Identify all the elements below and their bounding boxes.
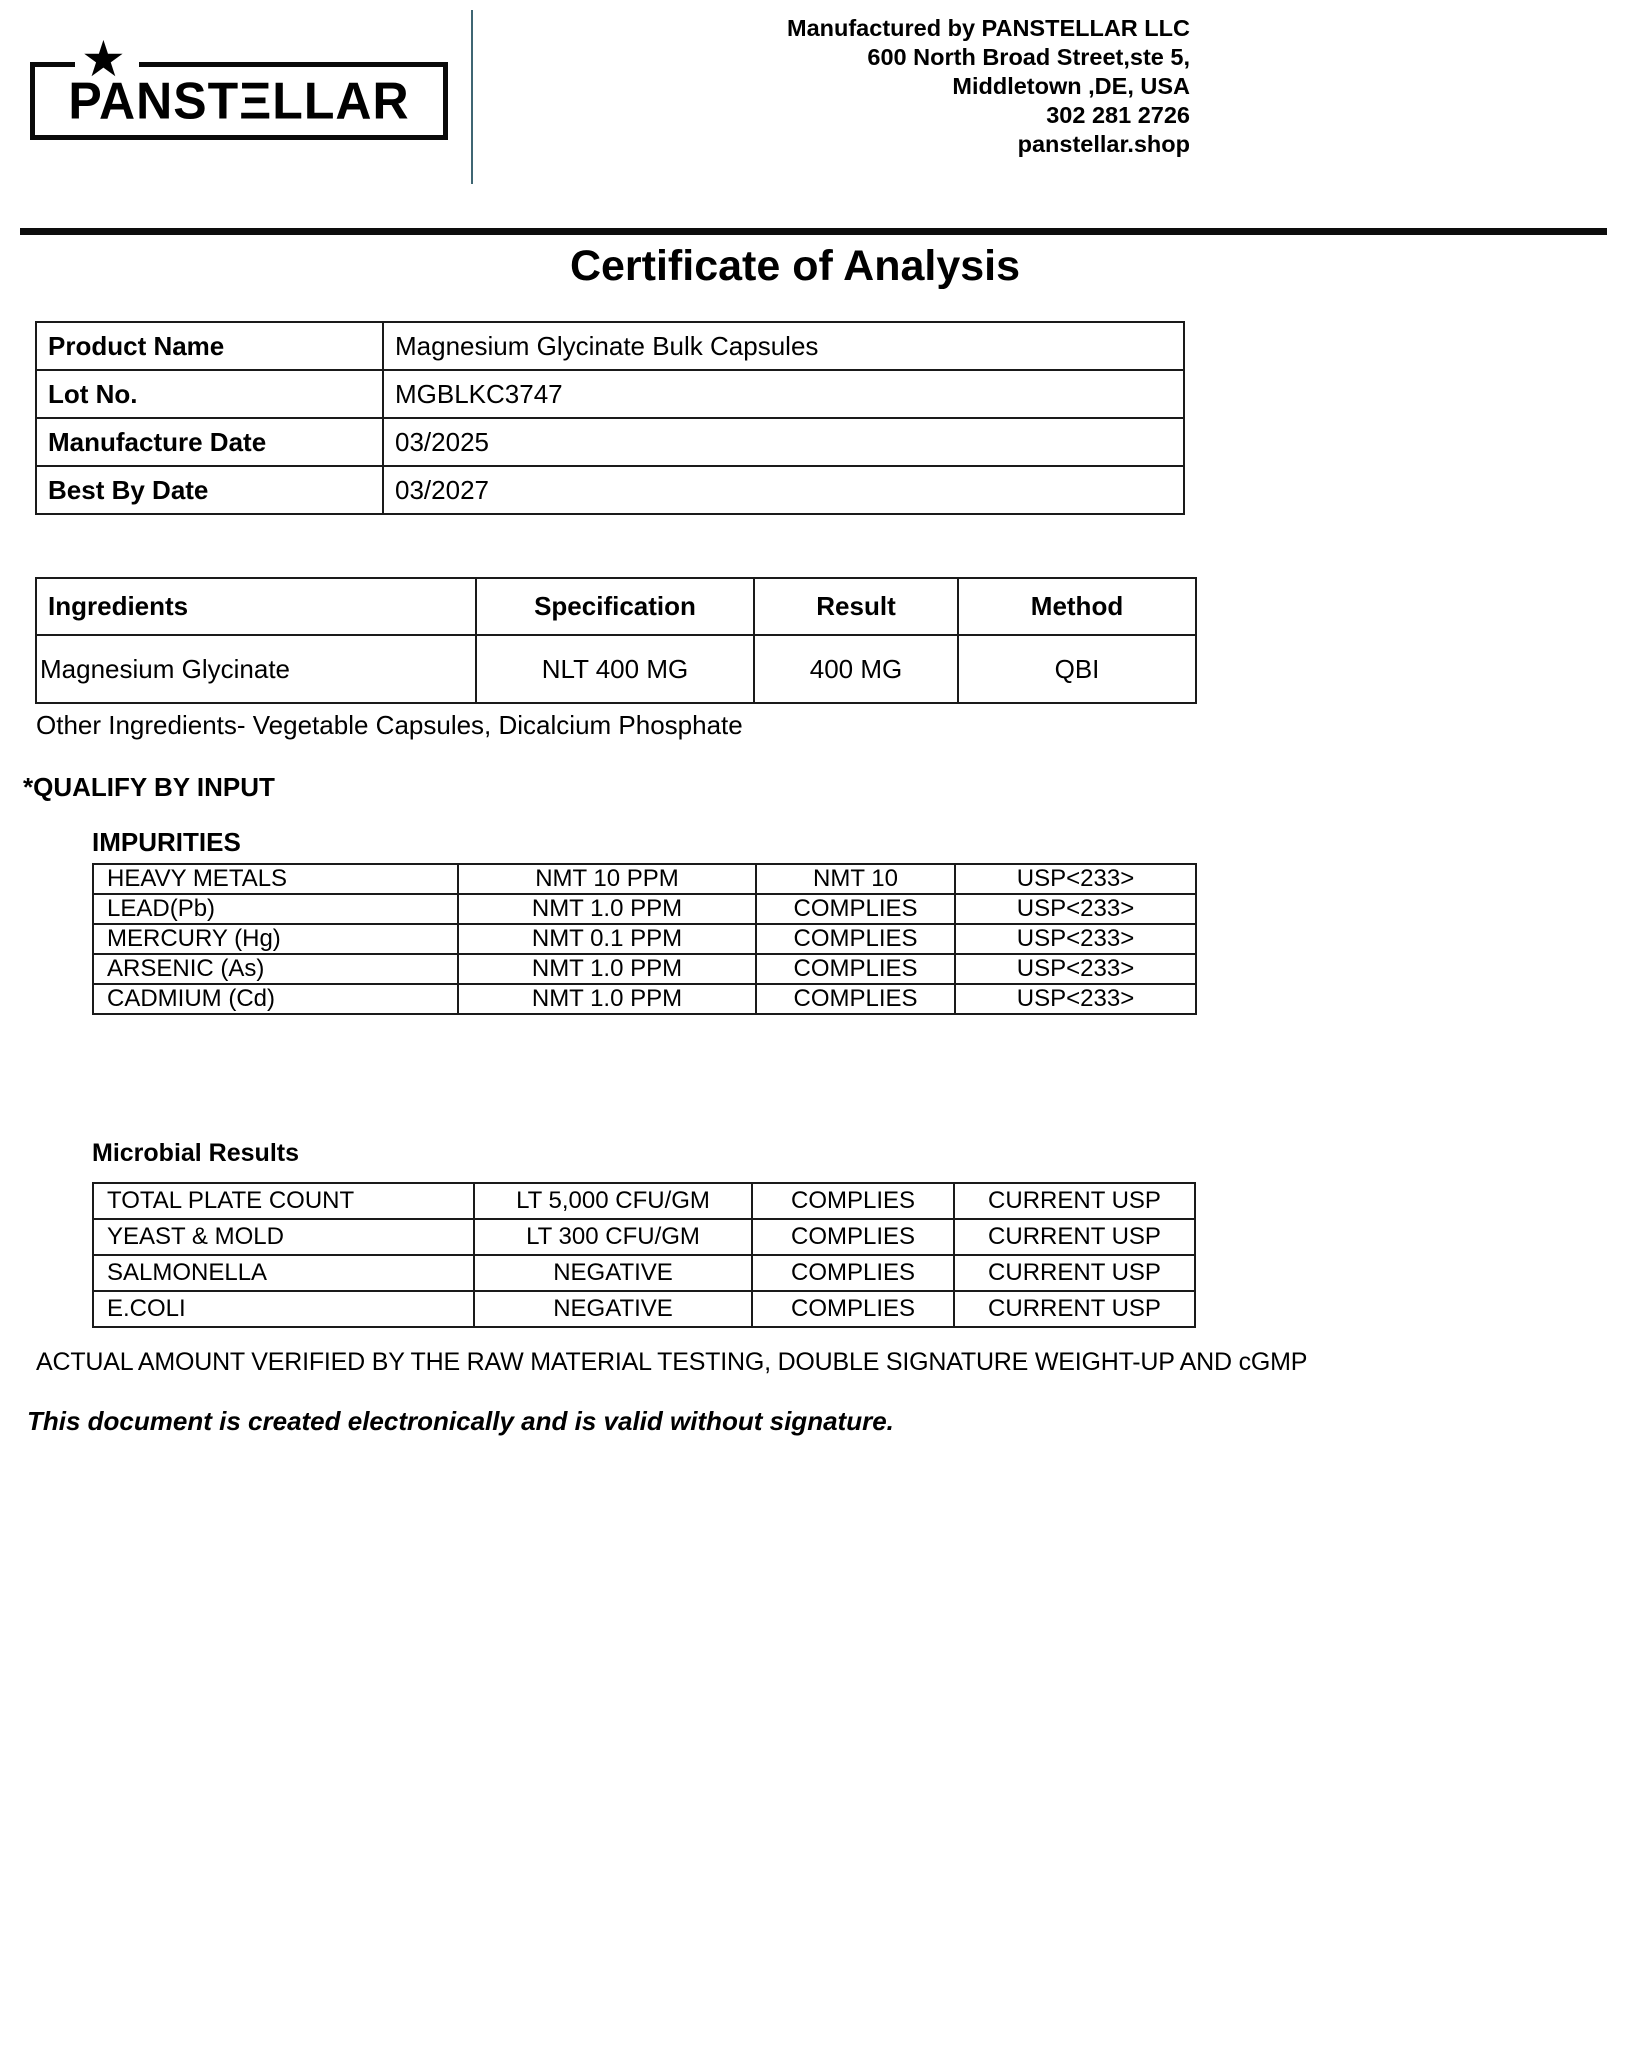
impurity-name: MERCURY (Hg) [93,924,458,954]
table-row [93,864,1196,894]
manufacturer-line: Manufactured by PANSTELLAR LLC [787,15,1190,41]
logo-text: PANSTΞLLAR [68,71,410,131]
table-row [36,322,1184,370]
impurity-name: CADMIUM (Cd) [93,984,458,1014]
microbial-method: CURRENT USP [954,1255,1195,1291]
ingredient-spec: NLT 400 MG [476,635,754,703]
microbial-test-name: E.COLI [93,1291,474,1327]
manufacture-date-label: Manufacture Date [36,418,383,466]
address-line: Middletown ,DE, USA [952,73,1190,99]
microbial-result: COMPLIES [752,1291,954,1327]
product-name-value: Magnesium Glycinate Bulk Capsules [383,322,1184,370]
best-by-date-value: 03/2027 [383,466,1184,514]
address-line: 600 North Broad Street,ste 5, [867,44,1190,70]
table-row [36,418,1184,466]
impurity-method: USP<233> [955,954,1196,984]
phone-line: 302 281 2726 [1046,102,1190,128]
microbial-test-name: SALMONELLA [93,1255,474,1291]
other-ingredients-note: Other Ingredients- Vegetable Capsules, Dicalcium Phosphate [36,710,743,740]
ingredients-header: Ingredients [36,578,476,635]
impurity-result: COMPLIES [756,984,955,1014]
qualify-by-input-note: *QUALIFY BY INPUT [23,772,275,802]
microbial-spec: NEGATIVE [474,1255,752,1291]
microbial-result: COMPLIES [752,1255,954,1291]
impurity-method: USP<233> [955,984,1196,1014]
table-row [93,1255,1195,1291]
best-by-date-label: Best By Date [36,466,383,514]
manufacturer-address-block [787,14,1190,159]
table-row [93,954,1196,984]
microbial-test-name: TOTAL PLATE COUNT [93,1183,474,1219]
table-row [93,924,1196,954]
product-name-label: Product Name [36,322,383,370]
ingredient-result: 400 MG [754,635,958,703]
microbial-results-table [92,1182,1196,1328]
impurity-method: USP<233> [955,894,1196,924]
microbial-spec: LT 300 CFU/GM [474,1219,752,1255]
microbial-test-name: YEAST & MOLD [93,1219,474,1255]
ingredient-method: QBI [958,635,1196,703]
result-header: Result [754,578,958,635]
impurity-name: LEAD(Pb) [93,894,458,924]
impurity-result: COMPLIES [756,954,955,984]
table-row [93,1219,1195,1255]
panstellar-logo [30,30,448,140]
impurity-spec: NMT 10 PPM [458,864,756,894]
product-info-table [35,321,1185,515]
impurities-heading: IMPURITIES [92,827,241,857]
ingredients-table [35,577,1197,704]
lot-no-value: MGBLKC3747 [383,370,1184,418]
table-row [93,1183,1195,1219]
method-header: Method [958,578,1196,635]
website-line: panstellar.shop [1017,131,1190,157]
impurity-method: USP<233> [955,864,1196,894]
impurity-spec: NMT 0.1 PPM [458,924,756,954]
ingredient-name: Magnesium Glycinate [36,635,476,703]
lot-no-label: Lot No. [36,370,383,418]
table-row [93,1291,1195,1327]
electronic-validity-note: This document is created electronically and is valid without signature. [27,1406,894,1436]
impurities-table [92,863,1197,1015]
microbial-method: CURRENT USP [954,1291,1195,1327]
header-vertical-divider [471,10,473,184]
table-row [36,635,1196,703]
impurity-spec: NMT 1.0 PPM [458,984,756,1014]
table-row [36,466,1184,514]
table-header-row [36,578,1196,635]
impurity-result: COMPLIES [756,894,955,924]
microbial-results-heading: Microbial Results [92,1139,299,1167]
impurity-name: ARSENIC (As) [93,954,458,984]
manufacture-date-value: 03/2025 [383,418,1184,466]
impurity-spec: NMT 1.0 PPM [458,954,756,984]
star-icon: ★ [81,30,126,88]
impurity-method: USP<233> [955,924,1196,954]
verification-statement: ACTUAL AMOUNT VERIFIED BY THE RAW MATERIAL TESTING, DOUBLE SIGNATURE WEIGHT-UP AND cGMP [36,1348,1308,1376]
microbial-method: CURRENT USP [954,1183,1195,1219]
impurity-result: COMPLIES [756,924,955,954]
microbial-result: COMPLIES [752,1183,954,1219]
microbial-spec: LT 5,000 CFU/GM [474,1183,752,1219]
microbial-result: COMPLIES [752,1219,954,1255]
microbial-spec: NEGATIVE [474,1291,752,1327]
header-rule [20,228,1607,235]
impurity-spec: NMT 1.0 PPM [458,894,756,924]
impurity-name: HEAVY METALS [93,864,458,894]
specification-header: Specification [476,578,754,635]
page-title: Certificate of Analysis [569,242,1021,290]
table-row [36,370,1184,418]
table-row [93,894,1196,924]
table-row [93,984,1196,1014]
impurity-result: NMT 10 [756,864,955,894]
microbial-method: CURRENT USP [954,1219,1195,1255]
